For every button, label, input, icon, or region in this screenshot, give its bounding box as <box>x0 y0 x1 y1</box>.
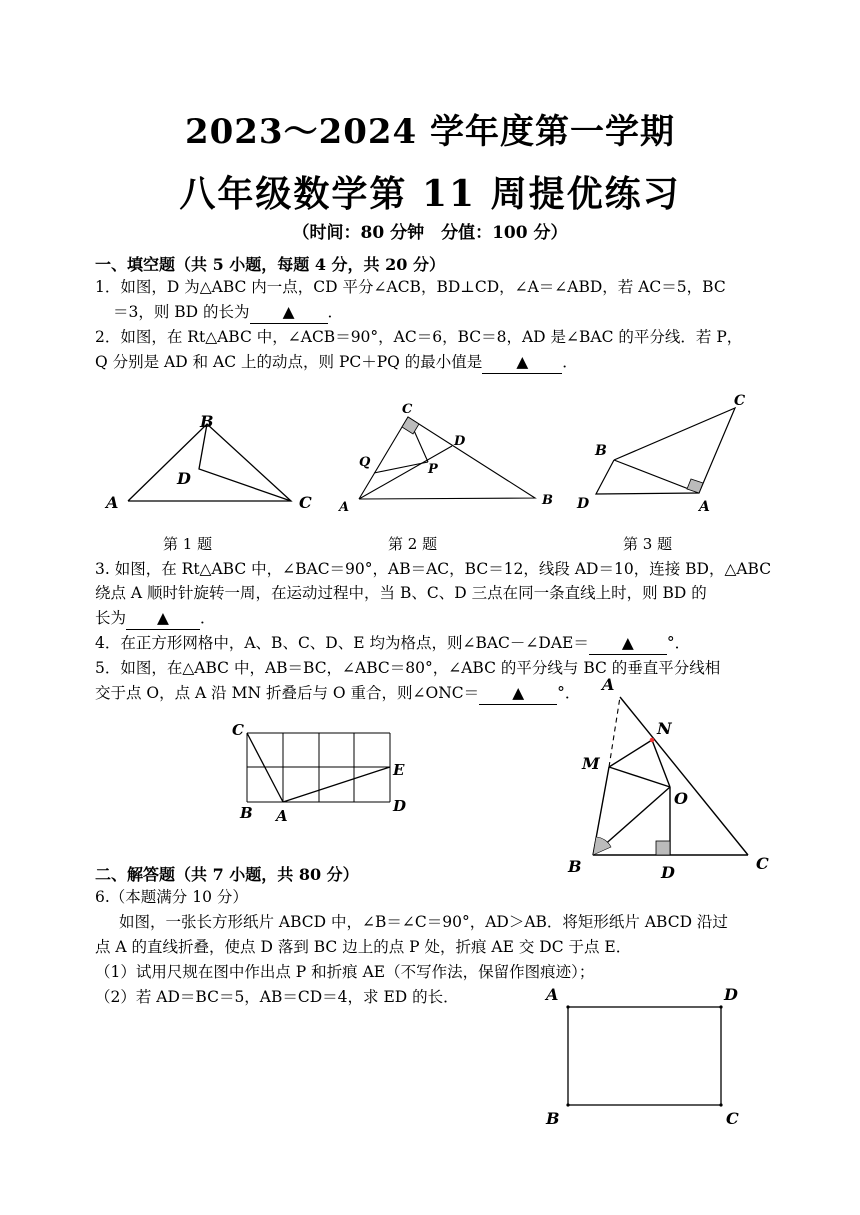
page-title: 2023～2024 学年度第一学期 <box>184 112 676 152</box>
q4-text: 4．在正方形网格中，A、B、C、D、E 均为格点，则∠BAC－∠DAE＝ <box>95 634 589 652</box>
q4-answer-blank[interactable]: ▲ <box>589 632 667 655</box>
q6-heading: 6.（本题满分 10 分） <box>95 888 248 906</box>
figure-4 <box>230 715 420 825</box>
q4-unit: °． <box>666 634 691 652</box>
section1-heading: 一、填空题（共 5 小题，每题 4 分，共 20 分） <box>95 255 445 274</box>
q6-part2: （2）若 AD＝BC＝5，AB＝CD＝4，求 ED 的长． <box>95 988 459 1006</box>
caption-fig3: 第 3 题 <box>623 535 673 553</box>
fig6-label-A: A <box>546 985 559 1004</box>
q1-period: ． <box>327 303 344 321</box>
section2-heading: 二、解答题（共 7 小题，共 80 分） <box>95 865 359 884</box>
q3-answer-blank[interactable]: ▲ <box>126 607 200 630</box>
fig5-label-N: N <box>657 719 672 738</box>
q5-unit: °． <box>557 684 581 702</box>
figures-row-1 <box>95 390 775 525</box>
figure-2 <box>359 417 535 499</box>
q2-answer-blank[interactable]: ▲ <box>482 351 562 374</box>
q2-line1: 2．如图，在 Rt△ABC 中，∠ACB＝90°，AC＝6，BC＝8，AD 是∠BAC 的平分线．若 P， <box>95 328 743 346</box>
fig5-label-B: B <box>568 857 582 876</box>
q2-period: ． <box>562 353 578 371</box>
fig1-label-D: D <box>177 469 191 488</box>
fig2-right-angle <box>402 417 419 434</box>
fig5-angle-mark <box>593 837 611 855</box>
q3-line2: 绕点 A 顺时针旋转一周，在运动过程中，当 B、C、D 三点在同一条直线上时，则 BD 的 <box>95 584 707 602</box>
fig2-label-D: D <box>454 434 466 449</box>
fig3-label-B: B <box>595 443 607 459</box>
fig1-label-A: A <box>106 493 119 512</box>
q1-text: ＝3，则 BD 的长为 <box>113 303 250 321</box>
q1-line1: 1．如图，D 为△ABC 内一点，CD 平分∠ACB，BD⊥CD，∠A＝∠ABD，若 AC＝5，BC <box>95 278 726 296</box>
q6-part1: （1）试用尺规在图中作出点 P 和折痕 AE（不写作法，保留作图痕迹）； <box>95 963 595 981</box>
q2-line2 <box>95 351 775 374</box>
q3-line3 <box>95 607 775 630</box>
fig2-label-C: C <box>402 402 413 417</box>
fig5-label-D: D <box>661 863 675 882</box>
fig2-label-P: P <box>428 462 438 477</box>
fig4-label-D: D <box>393 797 407 815</box>
fig5-right-angle <box>656 841 670 855</box>
fig4-label-A: A <box>276 807 288 825</box>
fig2-label-B: B <box>542 493 553 508</box>
fig5-label-O: O <box>674 789 688 808</box>
fig3-label-A: A <box>699 499 710 515</box>
fig5-fold-dashed <box>609 697 620 767</box>
figure-6 <box>540 980 770 1130</box>
figure-5 <box>560 672 785 884</box>
fig2-label-A: A <box>339 500 350 515</box>
q5-line1: 5．如图，在△ABC 中，AB＝BC，∠ABC＝80°，∠ABC 的平分线与 BC 的垂直平分线相 <box>95 659 721 677</box>
q3-line1: 3. 如图，在 Rt△ABC 中，∠BAC＝90°，AB＝AC，BC＝12，线段 AD＝10，连接 BD，△ABC <box>95 560 772 578</box>
fig5-label-M: M <box>582 754 600 773</box>
fig5-label-C: C <box>756 854 769 873</box>
fig3-label-C: C <box>734 393 746 409</box>
fig1-label-C: C <box>299 493 312 512</box>
fig6-label-C: C <box>726 1109 739 1128</box>
fig4-label-C: C <box>232 721 244 739</box>
fig1-label-B: B <box>200 412 214 431</box>
figure-1 <box>128 424 291 501</box>
q6-body2: 点 A 的直线折叠，使点 D 落到 BC 边上的点 P 处，折痕 AE 交 DC 于点 E． <box>95 938 632 956</box>
caption-fig2: 第 2 题 <box>388 535 438 553</box>
q3-text: 长为 <box>95 609 127 627</box>
page-subtitle: 八年级数学第 11 周提优练习 <box>179 173 681 215</box>
fig3-label-D: D <box>577 496 590 512</box>
caption-fig1: 第 1 题 <box>163 535 213 553</box>
q1-answer-blank[interactable]: ▲ <box>250 301 328 324</box>
q2-text: Q 分别是 AD 和 AC 上的动点，则 PC＋PQ 的最小值是 <box>95 353 483 371</box>
fig2-label-Q: Q <box>359 455 371 470</box>
q5-text: 交于点 O，点 A 沿 MN 折叠后与 O 重合，则∠ONC＝ <box>95 684 480 702</box>
fig6-label-D: D <box>724 985 738 1004</box>
q5-line2 <box>95 682 615 705</box>
fig5-label-A: A <box>602 675 615 694</box>
fig4-label-E: E <box>393 761 405 779</box>
fig3-right-angle <box>687 479 703 493</box>
q6-body1: 如图，一张长方形纸片 ABCD 中，∠B＝∠C＝90°，AD＞AB．将矩形纸片 ABCD 沿过 <box>119 913 728 931</box>
figure-3 <box>596 408 735 494</box>
fig4-label-B: B <box>240 804 253 822</box>
exam-info: （时间：80 分钟 分值：100 分） <box>292 223 568 243</box>
q5-answer-blank[interactable]: ▲ <box>479 682 557 705</box>
fig5-point-N <box>650 738 655 743</box>
q4-line <box>95 632 775 655</box>
q3-period: ． <box>200 609 216 627</box>
q1-line2 <box>113 301 793 324</box>
fig6-label-B: B <box>546 1109 560 1128</box>
